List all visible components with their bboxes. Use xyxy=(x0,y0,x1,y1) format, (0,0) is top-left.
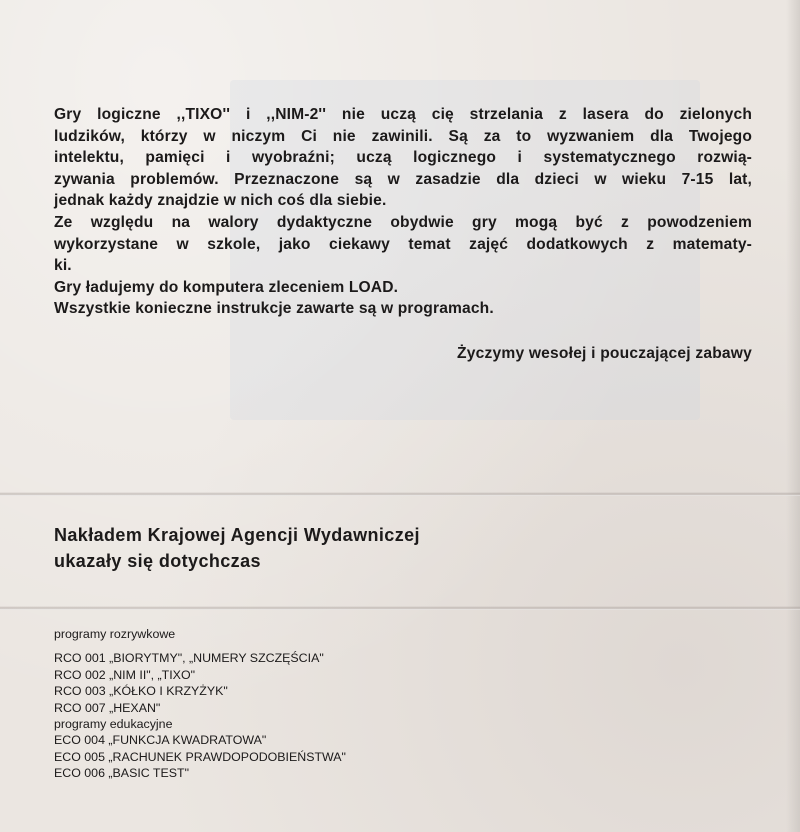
list-item: RCO 002 „NIM II", „TIXO" xyxy=(54,667,195,682)
list-item: ECO 006 „BASIC TEST" xyxy=(54,766,190,781)
list-item: ECO 004 „FUNKCJA KWADRATOWA" xyxy=(54,733,267,748)
paper-edge xyxy=(786,0,800,832)
list-item: RCO 007 „HEXAN" xyxy=(54,700,161,715)
intro-text xyxy=(54,104,752,320)
spacer xyxy=(54,642,346,650)
entertainment-list xyxy=(54,650,346,716)
intro-line: Ze względu na walory dydaktyczne obydwie gry mogą być z powodzeniem xyxy=(54,213,752,231)
intro-line: intelektu, pamięci i wyobraźni; uczą logicznego i systematycznego rozwią- xyxy=(54,149,752,167)
list-item: ECO 005 „RACHUNEK PRAWDOPODOBIEŃSTWA" xyxy=(54,749,346,764)
intro-line: jednak każdy znajdzie w nich coś dla siebie. xyxy=(54,192,387,210)
intro-line: Gry logiczne ,,TIXO'' i ,,NIM-2'' nie uczą cię strzelania z lasera do zielonych xyxy=(54,106,752,123)
list-item: RCO 003 „KÓŁKO I KRZYŻYK" xyxy=(54,684,228,699)
closing-greeting: Życzymy wesołej i pouczającej zabawy xyxy=(457,345,752,362)
intro-line: Gry ładujemy do komputera zleceniem LOAD. xyxy=(54,278,399,296)
program-catalog xyxy=(54,626,346,782)
publisher-heading xyxy=(54,522,420,574)
list-item: RCO 001 „BIORYTMY", „NUMERY SZCZĘŚCIA" xyxy=(54,651,324,666)
entertainment-heading: programy rozrywkowe xyxy=(54,627,176,641)
publisher-line-2: ukazały się dotychczas xyxy=(54,551,261,571)
intro-line: Wszystkie konieczne instrukcje zawarte są w programach. xyxy=(54,300,494,318)
fold-crease xyxy=(0,492,800,496)
fold-crease xyxy=(0,606,800,610)
publisher-line-1: Nakładem Krajowej Agencji Wydawniczej xyxy=(54,525,420,545)
intro-line: zywania problemów. Przeznaczone są w zasadzie dla dzieci w wieku 7-15 lat, xyxy=(54,170,752,188)
education-list xyxy=(54,732,346,781)
intro-line: wykorzystane w szkole, jako ciekawy temat zajęć dodatkowych z matematy- xyxy=(54,235,752,253)
intro-line: ki. xyxy=(54,257,72,275)
education-heading: programy edukacyjne xyxy=(54,717,173,732)
intro-line: ludzików, którzy w niczym Ci nie zawinili. Są za to wyzwaniem dla Twojego xyxy=(54,127,752,145)
